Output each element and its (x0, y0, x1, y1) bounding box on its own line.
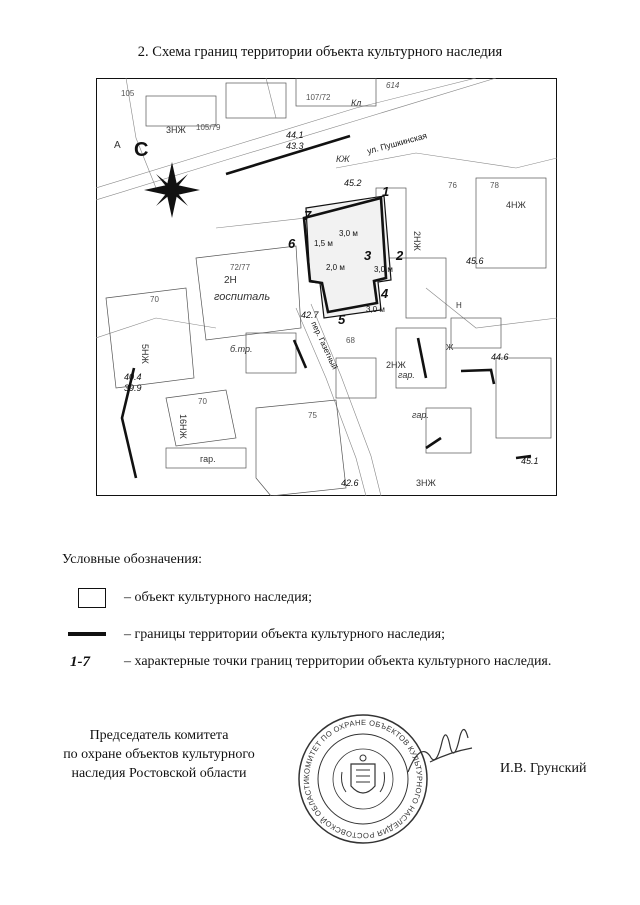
building-label: 4НЖ (506, 200, 526, 210)
building-label: КЖ (336, 154, 350, 164)
legend-title: Условные обозначения: (62, 552, 203, 567)
house-number: 105/79 (196, 123, 221, 132)
building-label: Н (456, 301, 462, 310)
signatory-title (30, 726, 288, 783)
seal-text: КОМИТЕТ ПО ОХРАНЕ ОБЪЕКТОВ КУЛЬТУРНОГО НАСЛЕДИЯ РОСТОВСКОЙ ОБЛАСТИ (301, 717, 425, 841)
point-label-2: 2 (396, 248, 404, 263)
legend-points-text: – характерные точки границ территории объекта культурного наследия. (124, 654, 552, 669)
elevation-label: 45.1 (521, 456, 539, 466)
building-label: Кл (351, 98, 362, 108)
dimension-label: 3,0 м (366, 305, 385, 314)
elevation-label: 39.9 (124, 383, 142, 393)
legend-boundary-symbol (68, 632, 106, 636)
legend-object-text: – объект культурного наследия; (124, 590, 312, 605)
house-number: 70 (150, 295, 159, 304)
legend-object-symbol (78, 588, 106, 608)
elevation-label: 42.7 (301, 310, 319, 320)
elevation-label: 42.6 (341, 478, 359, 488)
dimension-label: 3,0 м (374, 265, 393, 274)
elevation-label: 45.2 (344, 178, 362, 188)
signatory-title-line-2: по охране объектов культурного (63, 747, 255, 762)
building-label: гар. (398, 370, 415, 380)
elevation-label: 44.6 (491, 352, 509, 362)
compass-north-label: С (134, 139, 149, 161)
elevation-label: 43.3 (286, 141, 304, 151)
elevation-label: 44.1 (286, 130, 304, 140)
building-label: 2НЖ (412, 231, 422, 251)
point-label-7: 7 (304, 208, 312, 223)
building-label: 3НЖ (166, 125, 186, 135)
point-label-3: 3 (364, 248, 372, 263)
building-label: 2НЖ (386, 360, 406, 370)
point-label-1: 1 (382, 184, 390, 199)
point-label-6: 6 (288, 236, 296, 251)
house-number: 70 (198, 397, 207, 406)
signatory-name: И.В. Грунский (500, 761, 587, 776)
point-label-5: 5 (338, 312, 346, 327)
house-number: 107/72 (306, 93, 331, 102)
house-number: 76 (448, 181, 457, 190)
handwritten-signature (400, 712, 476, 784)
elevation-label: 45.6 (466, 256, 484, 266)
building-label: Ж (446, 343, 454, 352)
building-label: 5НЖ (140, 344, 150, 364)
legend-points-symbol: 1-7 (70, 654, 90, 670)
street-label-gazetny: пер. Газетный (309, 320, 340, 371)
boundary-map (96, 78, 557, 496)
dimension-label: 2,0 м (326, 263, 345, 272)
house-number: 78 (490, 181, 499, 190)
legend-boundary-text: – границы территории объекта культурного наследия; (124, 627, 445, 642)
building-label: госпиталь (214, 291, 271, 303)
house-number: 105 (121, 89, 135, 98)
building-label: гар. (200, 454, 216, 464)
building-label: А (114, 140, 121, 151)
building-label: 16НЖ (178, 414, 188, 439)
signatory-title-line-3: наследия Ростовской области (71, 766, 247, 781)
house-number: 72/77 (230, 263, 251, 272)
elevation-label: 40.4 (124, 372, 142, 382)
house-number: 75 (308, 411, 317, 420)
signatory-title-line-1: Председатель комитета (89, 728, 229, 743)
document-heading: 2. Схема границ территории объекта культурного наследия (137, 44, 503, 60)
street-label-pushkinskaya: ул. Пушкинская (365, 130, 428, 156)
point-label-4: 4 (381, 286, 389, 301)
house-number: 614 (386, 81, 400, 90)
house-number: 68 (346, 336, 355, 345)
building-label: 3НЖ (416, 478, 436, 488)
dimension-label: 3,0 м (339, 229, 358, 238)
dimension-label: 1,5 м (314, 239, 333, 248)
building-label: б.тр. (230, 344, 253, 354)
building-label: 2Н (224, 275, 237, 286)
building-label: гар. (412, 410, 429, 420)
